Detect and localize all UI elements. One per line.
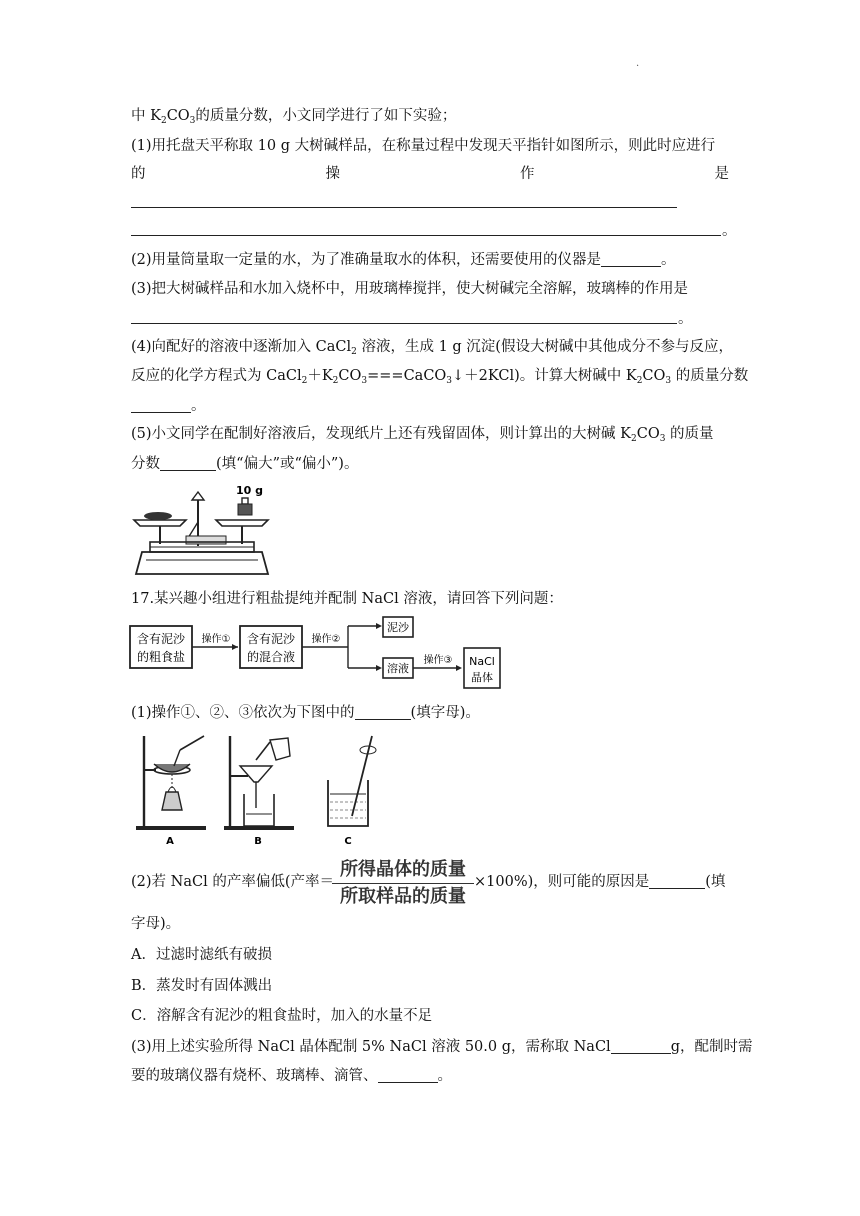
svg-text:含有泥沙: 含有泥沙 <box>246 632 296 646</box>
q17-title: 17.某兴趣小组进行粗盐提纯并配制 NaCl 溶液，请回答下列问题： <box>131 591 563 607</box>
apparatus-label-b: B <box>254 836 262 847</box>
fraction-numerator: 所得晶体的质量 <box>340 859 466 880</box>
balance-figure <box>128 482 274 582</box>
flow-box-mixture <box>240 626 302 668</box>
q17-3-answer-blank-2[interactable] <box>378 1068 438 1083</box>
apparatus-label-a: A <box>166 836 174 847</box>
svg-text:溶液: 溶液 <box>387 662 409 675</box>
flow-op2-label: 操作② <box>311 634 341 645</box>
apparatus-b-filtration <box>224 736 294 847</box>
fraction-bar <box>332 883 474 884</box>
q17-2-line1-tail: ×100%)，则可能的原因是 (填 <box>474 874 726 890</box>
q3-answer-blank[interactable] <box>131 323 677 324</box>
apparatus-c-dissolution <box>328 736 376 847</box>
svg-text:泥沙: 泥沙 <box>387 621 409 634</box>
q1-line1: (1)用托盘天平称取 10 g 大树碱样品，在称量过程中发现天平指针如图所示，则此时应进行 <box>131 138 716 154</box>
q5-line1: (5)小文同学在配制好溶液后，发现纸片上还有残留固体，则计算出的大树碱 $K_2CO_3$ 的质量 <box>131 426 714 444</box>
q1-answer-blank-1[interactable] <box>131 207 677 208</box>
flow-box-solution <box>383 658 413 678</box>
flow-op1-label: 操作① <box>201 634 231 645</box>
q4-line3: 。 <box>131 396 206 416</box>
q17-2-answer-blank[interactable] <box>649 874 705 889</box>
q1-answer-blank-2[interactable] <box>131 235 721 236</box>
q17-3-line1: (3)用上述实验所得 NaCl 晶体配制 5% NaCl 溶液 50.0 g，需称取 NaCl g，配制时需 <box>131 1039 753 1055</box>
svg-text:含有泥沙: 含有泥沙 <box>136 632 186 646</box>
yield-fraction <box>332 858 474 909</box>
q2-answer-blank[interactable] <box>601 252 661 267</box>
q2-line: (2)用量筒量取一定量的水，为了准确量取水的体积，还需要使用的仪器是 。 <box>131 252 676 268</box>
flow-box-sand <box>383 617 413 637</box>
svg-text:NaCl: NaCl <box>469 655 495 668</box>
flow-op3-label: 操作③ <box>423 655 453 666</box>
apparatus-figure <box>130 730 416 848</box>
q17-2-line2: 字母)。 <box>131 916 181 932</box>
svg-text:晶体: 晶体 <box>471 671 493 684</box>
intro-line: 中 $K_2CO_3$的质量分数，小文同学进行了如下实验； <box>131 108 457 126</box>
option-a: A．过滤时滤纸有破损 <box>131 947 272 963</box>
header-dot: . <box>636 58 640 69</box>
fraction-denominator: 所取样品的质量 <box>340 886 466 907</box>
option-c: C．溶解含有泥沙的粗食盐时，加入的水量不足 <box>131 1008 433 1024</box>
q17-3-line2: 要的玻璃仪器有烧杯、玻璃棒、滴管、 。 <box>131 1068 452 1084</box>
q4-line1: (4)向配好的溶液中逐渐加入 CaCl$_2$ 溶液，生成 1 g 沉淀(假设大树碱中其他成分不参与反应， <box>131 339 733 357</box>
weight-label: 10 g <box>236 484 264 497</box>
q5-line2: 分数 (填“偏大”或“偏小”)。 <box>131 456 359 472</box>
flow-box-crystal <box>464 648 500 688</box>
q17-1-line: (1)操作①、②、③依次为下图中的 (填字母)。 <box>131 705 480 721</box>
option-b: B．蒸发时有固体溅出 <box>131 978 273 994</box>
q3-end-punct: 。 <box>678 311 693 327</box>
svg-text:的粗食盐: 的粗食盐 <box>136 650 186 664</box>
q1-spread-line: 的 操 作 是 <box>131 166 729 182</box>
q4-answer-blank[interactable] <box>131 398 191 413</box>
flow-box-crude-salt <box>130 626 192 668</box>
svg-text:的混合液: 的混合液 <box>246 650 296 664</box>
apparatus-label-c: C <box>344 836 352 847</box>
apparatus-a-evaporation <box>136 736 206 847</box>
q1-end-punct: 。 <box>722 223 737 239</box>
q3-line1: (3)把大树碱样品和水加入烧杯中，用玻璃棒搅拌，使大树碱完全溶解，玻璃棒的作用是 <box>131 281 689 297</box>
q5-answer-blank[interactable] <box>160 456 216 471</box>
flow-diagram <box>128 614 504 694</box>
q17-3-answer-blank-1[interactable] <box>611 1039 671 1054</box>
q17-2-line1: (2)若 NaCl 的产率偏低(产率＝ <box>131 874 334 890</box>
q4-line2: 反应的化学方程式为 $CaCl_2+K_2CO_3===CaCO_3↓+2KCl$)。计算大树碱中 $K_2CO_3$ 的质量分数 <box>131 368 749 386</box>
q17-1-answer-blank[interactable] <box>355 705 411 720</box>
